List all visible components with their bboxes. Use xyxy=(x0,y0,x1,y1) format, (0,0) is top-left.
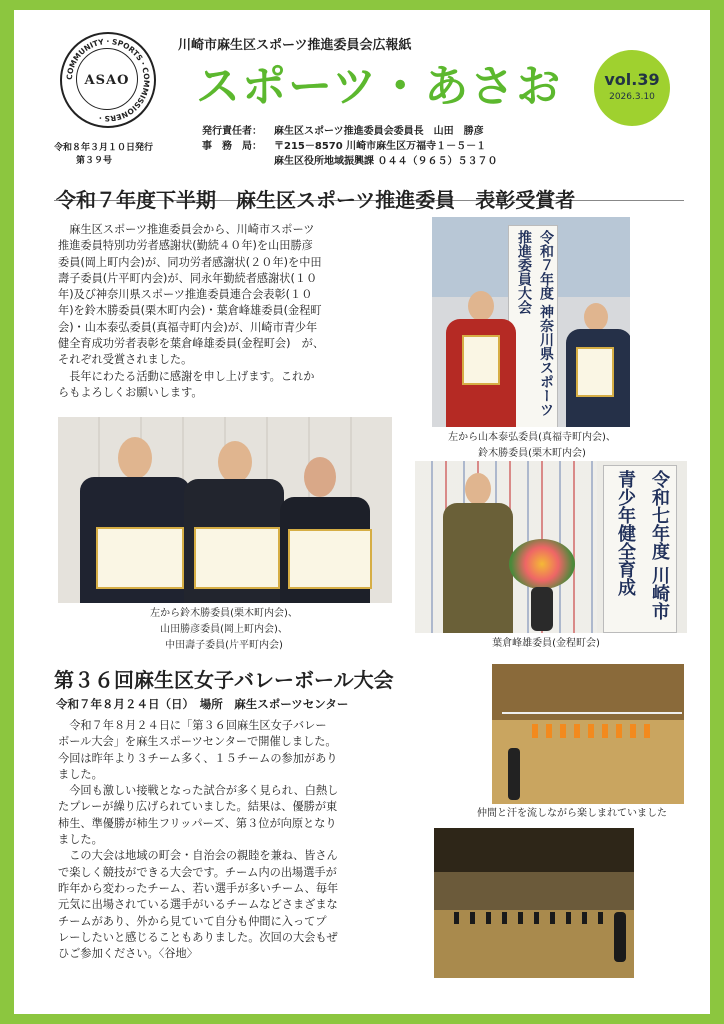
s1-line: 年)及び神奈川県スポーツ推進委員連合会表彰(１０ xyxy=(58,288,313,302)
section2-heading: 第３６回麻生区女子バレーボール大会 xyxy=(54,668,394,692)
logo-text: ASAO xyxy=(84,73,130,88)
volume-date: 2026.3.10 xyxy=(609,92,655,102)
s1-line: それぞれ受賞されました。 xyxy=(58,353,193,367)
award-photo-three xyxy=(58,417,392,603)
section2-body xyxy=(58,718,438,962)
s2-line: レーしたいと感じることもありました。次回の大会もぜ xyxy=(58,930,338,944)
s1-line: らもよろしくお願いします。 xyxy=(58,385,203,399)
s2-line: ボール大会」を麻生スポーツセンターで開催しました。 xyxy=(58,735,337,749)
logo-ring-text: COMMUNITY・SPORTS・COMMISSIONERS・ xyxy=(64,36,152,124)
logo-inner xyxy=(76,48,138,110)
publisher-label: 発行責任者： xyxy=(202,126,262,137)
volleyball-photo-1 xyxy=(492,664,684,804)
newsletter-page xyxy=(14,10,710,1014)
s2-line: 今回は昨年より３チーム多く、１５チームの参加があり xyxy=(58,751,338,765)
s1-line: 健全育成功労者表彰を葉倉峰雄委員(金程町会) が、 xyxy=(58,337,325,351)
org-name: 川崎市麻生区スポーツ推進委員会広報紙 xyxy=(178,38,412,53)
s2-line: 元気に出場されている選手がいるチームなどさまざまな xyxy=(58,898,338,912)
s2-line: この大会は地域の町会・自治会の親睦を兼ね、皆さん xyxy=(58,849,338,863)
s1-line: 会)・山本泰弘委員(真福寺町内会)が、川崎市青少年 xyxy=(58,320,318,334)
logo xyxy=(60,32,156,128)
s2-line: たプレーが繰り広げられていました。結果は、優勝が東 xyxy=(58,800,338,814)
s2-line: 今回も激しい接戦となった試合が多く見られ、白熱し xyxy=(58,784,339,798)
publisher-info xyxy=(202,124,497,169)
caption-photo2: 左から鈴木勝委員(栗木町内会)、 山田勝彦委員(岡上町内会)、 中田壽子委員(片平町内会) xyxy=(150,608,298,651)
s1-line: 壽子委員(片平町内会)が、同永年勤続者感謝状(１０ xyxy=(58,271,318,285)
s2-line: ました。 xyxy=(58,767,103,781)
s2-line: ました。 xyxy=(58,833,103,847)
event-date-place: 令和７年８月２４日（日） 場所 麻生スポーツセンター xyxy=(56,697,349,711)
award-photo-hakura xyxy=(415,461,687,633)
section1-body xyxy=(58,222,424,401)
publisher-value: 麻生区スポーツ推進委員会委員長 山田 勝彦 xyxy=(274,126,484,137)
s2-line: 昨年から変わったチーム、若い選手が多いチーム、毎年 xyxy=(58,881,339,895)
section1-heading: 令和７年度下半期 麻生区スポーツ推進委員 表彰受賞者 xyxy=(56,188,576,212)
caption-photo1: 左から山本泰弘委員(真福寺町内会)、 鈴木勝委員(栗木町内会) xyxy=(448,432,616,459)
s1-line: 推進委員特別功労者感謝状(勤続４０年)を山田勝彦 xyxy=(58,239,313,253)
issue-date: 令和８年３月１０日発行 xyxy=(54,143,154,153)
volleyball-photo-2 xyxy=(434,828,634,978)
s1-line: 麻生区スポーツ推進委員会から、川崎市スポーツ xyxy=(58,223,315,236)
s2-line: 令和７年８月２４日に「第３６回麻生区女子バレー xyxy=(58,719,327,732)
issue-number: 第３９号 xyxy=(76,156,113,166)
s2-line: 柿生、準優勝が柿生フリッパーズ、第３位が向原となり xyxy=(58,816,337,830)
caption-photo3: 葉倉峰雄委員(金程町会) xyxy=(492,638,600,649)
volume-badge xyxy=(594,50,670,126)
award-photo-yamamoto-suzuki xyxy=(432,217,630,427)
caption-photo4: 仲間と汗を流しながら楽しまれていました xyxy=(477,808,667,819)
office-label: 事 務 局： xyxy=(202,141,262,152)
office-address: 〒215－8570 川崎市麻生区万福寺１－５－１ xyxy=(274,141,487,152)
newsletter-title: スポーツ・あさお xyxy=(196,61,563,112)
s1-line: 年)を鈴木勝委員(栗木町内会)・葉倉峰雄委員(金程町 xyxy=(58,304,322,318)
s1-line: 委員(岡上町内会)が、同功労者感謝状(２０年)を中田 xyxy=(58,255,322,269)
s1-line: 長年にわたる活動に感謝を申し上げます。これか xyxy=(58,369,315,383)
s2-line: で楽しく競技ができる大会です。チーム内の出場選手が xyxy=(58,865,337,879)
volume-number: vol.39 xyxy=(604,70,660,89)
office-phone: 麻生区役所地域振興課 ０４４（９６５）５３７０ xyxy=(274,156,498,167)
s2-line: チームがあり、外から見ていて自分も仲間に入ってプ xyxy=(58,914,327,928)
award-sign: 令和７年度 神奈川県スポーツ推進委員大会 xyxy=(508,225,558,427)
issue-info xyxy=(54,142,153,168)
youth-sign: 令和七年度 川崎市青少年健全育成 xyxy=(603,465,677,633)
s2-line: ひご参加ください。〈谷地〉 xyxy=(58,947,198,961)
